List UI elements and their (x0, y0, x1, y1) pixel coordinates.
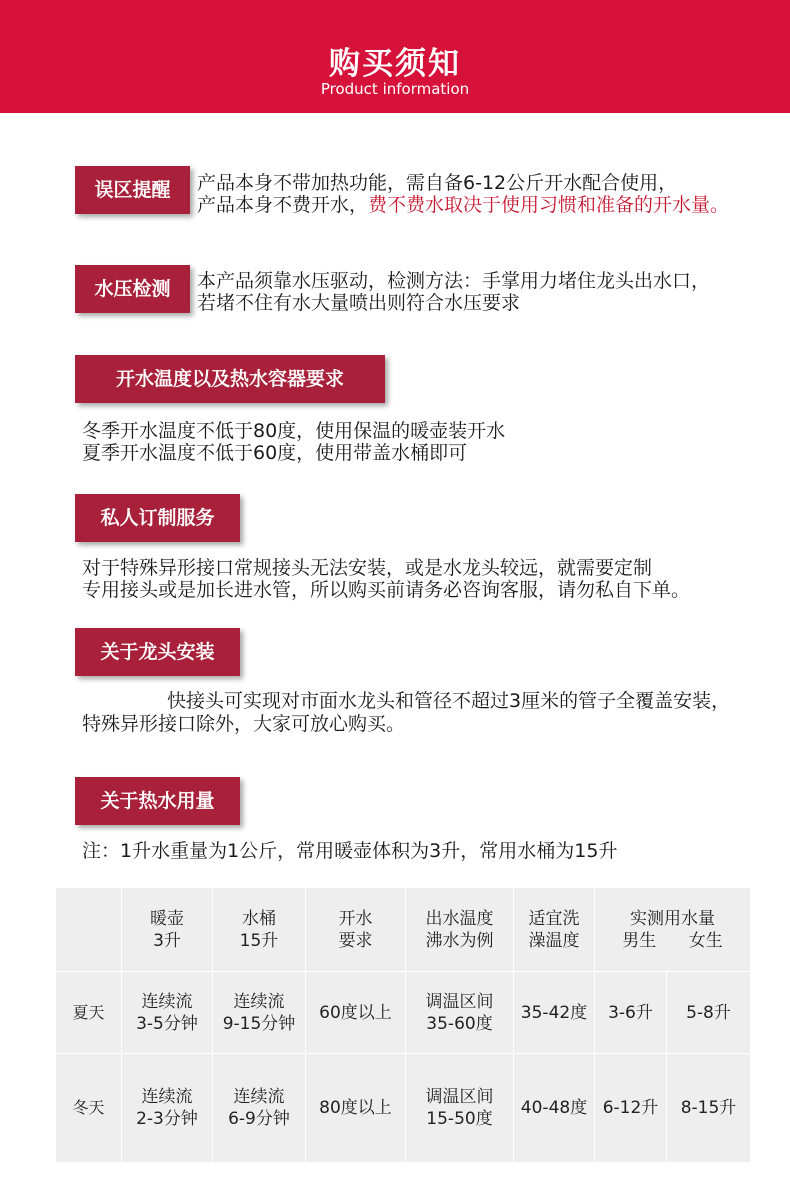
custom-service-line-1: 对于特殊异形接口常规接头无法安装，或是水龙头较远，就需要定制 (82, 557, 653, 579)
table-cell: 60度以上 (306, 972, 406, 1054)
section-tag-hot-water-usage: 关于热水用量 (75, 777, 240, 825)
table-cell: 连续流 6-9分钟 (213, 1054, 306, 1163)
table-cell: 40-48度 (514, 1054, 595, 1163)
header-cell-measured-usage: 实测用水量 男生 女生 (595, 888, 751, 972)
section-tag-misconception: 误区提醒 (75, 166, 190, 214)
table-cell: 8-15升 (667, 1054, 751, 1163)
table-header-row (56, 888, 751, 972)
header-cell-bucket: 水桶 15升 (213, 888, 306, 972)
section-tag-water-pressure: 水压检测 (75, 265, 190, 313)
header-cell-thermos: 暖壶 3升 (122, 888, 213, 972)
header-cell-bath-temp: 适宜洗 澡温度 (514, 888, 595, 972)
page-subtitle: Product information (320, 80, 470, 98)
temperature-line-2: 夏季开水温度不低于60度，使用带盖水桶即可 (82, 442, 468, 464)
table-cell: 6-12升 (595, 1054, 667, 1163)
section-tag-temperature: 开水温度以及热水容器要求 (75, 355, 385, 403)
table-cell: 5-8升 (667, 972, 751, 1054)
table-cell: 调温区间 15-50度 (406, 1054, 514, 1163)
table-corner-cell (56, 888, 122, 972)
misconception-line-2 (197, 194, 729, 216)
misconception-line-1: 产品本身不带加热功能，需自备6-12公斤开水配合使用， (197, 172, 678, 194)
row-label-summer: 夏天 (56, 972, 122, 1054)
custom-service-line-2: 专用接头或是加长进水管，所以购买前请务必咨询客服，请勿私自下单。 (82, 579, 691, 601)
usage-note: 注：1升水重量为1公斤，常用暖壶体积为3升，常用水桶为15升 (82, 840, 618, 862)
header-banner (0, 0, 790, 113)
temperature-line-1: 冬季开水温度不低于80度，使用保温的暖壶装开水 (82, 420, 506, 442)
row-label-winter: 冬天 (56, 1054, 122, 1163)
header-cell-boiling-water: 开水 要求 (306, 888, 406, 972)
table-cell: 连续流 9-15分钟 (213, 972, 306, 1054)
table-cell: 35-42度 (514, 972, 595, 1054)
page-title: 购买须知 (329, 46, 461, 82)
section-tag-custom-service: 私人订制服务 (75, 494, 240, 542)
header-cell-outlet-temp: 出水温度 沸水为例 (406, 888, 514, 972)
installation-line-1: 快接头可实现对市面水龙头和管径不超过3厘米的管子全覆盖安装， (167, 690, 731, 712)
section-tag-installation: 关于龙头安装 (75, 628, 240, 676)
water-pressure-line-1: 本产品须靠水压驱动，检测方法：手掌用力堵住龙头出水口， (197, 270, 711, 292)
misconception-highlight: 费不费水取决于使用习惯和准备的开水量。 (368, 194, 730, 216)
table-cell: 调温区间 35-60度 (406, 972, 514, 1054)
misconception-line-2-prefix: 产品本身不费开水， (197, 194, 369, 216)
table-row (56, 972, 751, 1054)
table-row (56, 1054, 751, 1163)
table-cell: 80度以上 (306, 1054, 406, 1163)
table-cell: 连续流 3-5分钟 (122, 972, 213, 1054)
table-cell: 3-6升 (595, 972, 667, 1054)
table-cell: 连续流 2-3分钟 (122, 1054, 213, 1163)
water-pressure-line-2: 若堵不住有水大量喷出则符合水压要求 (197, 292, 521, 314)
installation-line-2: 特殊异形接口除外，大家可放心购买。 (82, 713, 406, 735)
usage-table (55, 887, 750, 1162)
